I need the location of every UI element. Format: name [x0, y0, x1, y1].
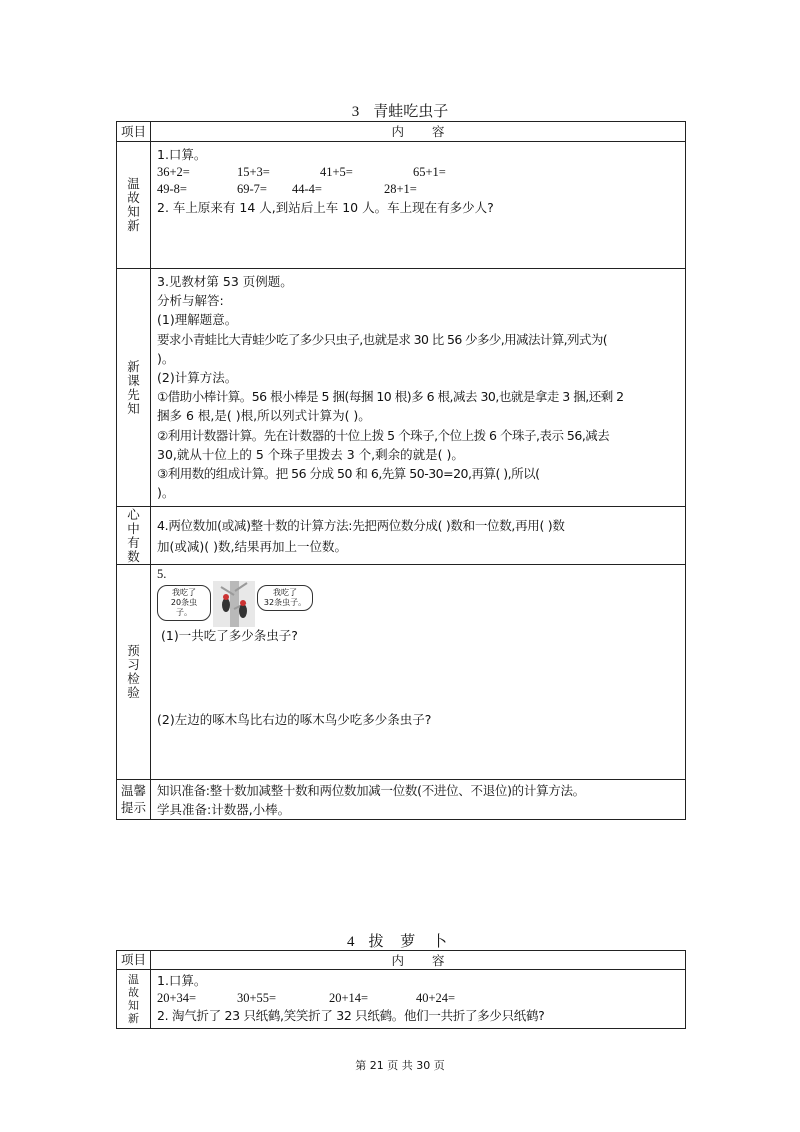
review-row1: 20+34= 30+55= 20+14= 40+24= [157, 991, 456, 1005]
tree-woodpeckers-icon [213, 581, 255, 627]
mind-content [151, 507, 686, 565]
new-lesson-line: 捆多 6 根,是( )根,所以列式计算为( )。 [157, 408, 371, 424]
preview-question-2: (2)左边的啄木鸟比右边的啄木鸟少吃多少条虫子? [157, 712, 432, 727]
new-lesson-label: 新 课 先 知 [117, 269, 151, 507]
lesson4-number: 4 [346, 934, 355, 950]
new-lesson-line: 分析与解答: [157, 293, 224, 309]
tips-line: 知识准备:整十数加减整十数和两位数加减一位数(不进位、不退位)的计算方法。 [157, 783, 585, 798]
new-lesson-line: ③利用数的组成计算。把 56 分成 50 和 6,先算 50-30=20,再算( ),所以( [157, 466, 540, 482]
speech-bubble-left: 我吃了 20条虫子。 [157, 585, 211, 621]
review-question: 2. 淘气折了 23 只纸鹤,笑笑折了 32 只纸鹤。他们一共折了多少只纸鹤? [157, 1008, 545, 1023]
new-lesson-line: ②利用计数器计算。先在计数器的十位上拨 5 个珠子,个位上拨 6 个珠子,表示 56,减去 [157, 427, 610, 443]
new-lesson-line: 3.见教材第 53 页例题。 [157, 274, 293, 289]
col-content-header: 内 容 [151, 122, 686, 142]
lesson3-title [0, 100, 800, 121]
col-item-header: 项目 [117, 122, 151, 142]
preview-content [151, 565, 686, 780]
new-lesson-line: 30,就从十位上的 5 个珠子里拨去 3 个,剩余的就是( )。 [157, 446, 464, 462]
new-lesson-content [151, 269, 686, 507]
preview-heading: 5. [157, 567, 167, 581]
lesson3-table [116, 121, 686, 820]
tips-line: 学具准备:计数器,小棒。 [157, 802, 291, 817]
tips-content [151, 780, 686, 820]
col-content-header: 内 容 [151, 951, 686, 970]
review-question: 2. 车上原来有 14 人,到站后上车 10 人。车上现在有多少人? [157, 200, 494, 215]
review-row2: 49-8= 69-7= 44-4= 28+1= [157, 182, 417, 196]
lesson4-table [116, 950, 686, 1029]
page-footer: 第 21 页 共 30 页 [355, 1059, 445, 1072]
preview-label: 预 习 检 验 [117, 565, 151, 780]
col-item-header: 项目 [117, 951, 151, 970]
new-lesson-line: )。 [157, 485, 175, 501]
new-lesson-line: 要求小青蛙比大青蛙少吃了多少只虫子,也就是求 30 比 56 少多少,用减法计算,列式为( [157, 331, 608, 347]
review-heading: 1.口算。 [157, 973, 207, 988]
review-content [151, 970, 686, 1029]
speech-bubble-right: 我吃了 32条虫子。 [257, 585, 313, 611]
lesson3-number: 3 [351, 104, 360, 120]
new-lesson-line: (2)计算方法。 [157, 370, 238, 386]
tips-label: 温馨 提示 [117, 780, 151, 820]
review-row1: 36+2= 15+3= 41+5= 65+1= [157, 165, 446, 179]
new-lesson-line: )。 [157, 350, 175, 366]
review-heading: 1.口算。 [157, 147, 207, 162]
review-label: 温 故 知 新 [117, 142, 151, 269]
mind-line: 加(或减)( )数,结果再加上一位数。 [157, 539, 347, 554]
lesson3-title-text: 青蛙吃虫子 [373, 102, 449, 120]
new-lesson-line: (1)理解题意。 [157, 312, 238, 328]
lesson4-title [0, 930, 800, 951]
preview-question-1: (1)一共吃了多少条虫子? [161, 628, 298, 643]
review-content [151, 142, 686, 269]
mind-line: 4.两位数加(或减)整十数的计算方法:先把两位数分成( )数和一位数,再用( )数 [157, 518, 565, 533]
new-lesson-line: ①借助小棒计算。56 根小棒是 5 捆(每捆 10 根)多 6 根,减去 30,也就是拿走 3 捆,还剩 2 [157, 389, 624, 405]
lesson4-title-text: 拔 萝 卜 [368, 932, 454, 950]
mind-label: 心 中 有 数 [117, 507, 151, 565]
review-label: 温 故 知 新 [117, 970, 151, 1029]
